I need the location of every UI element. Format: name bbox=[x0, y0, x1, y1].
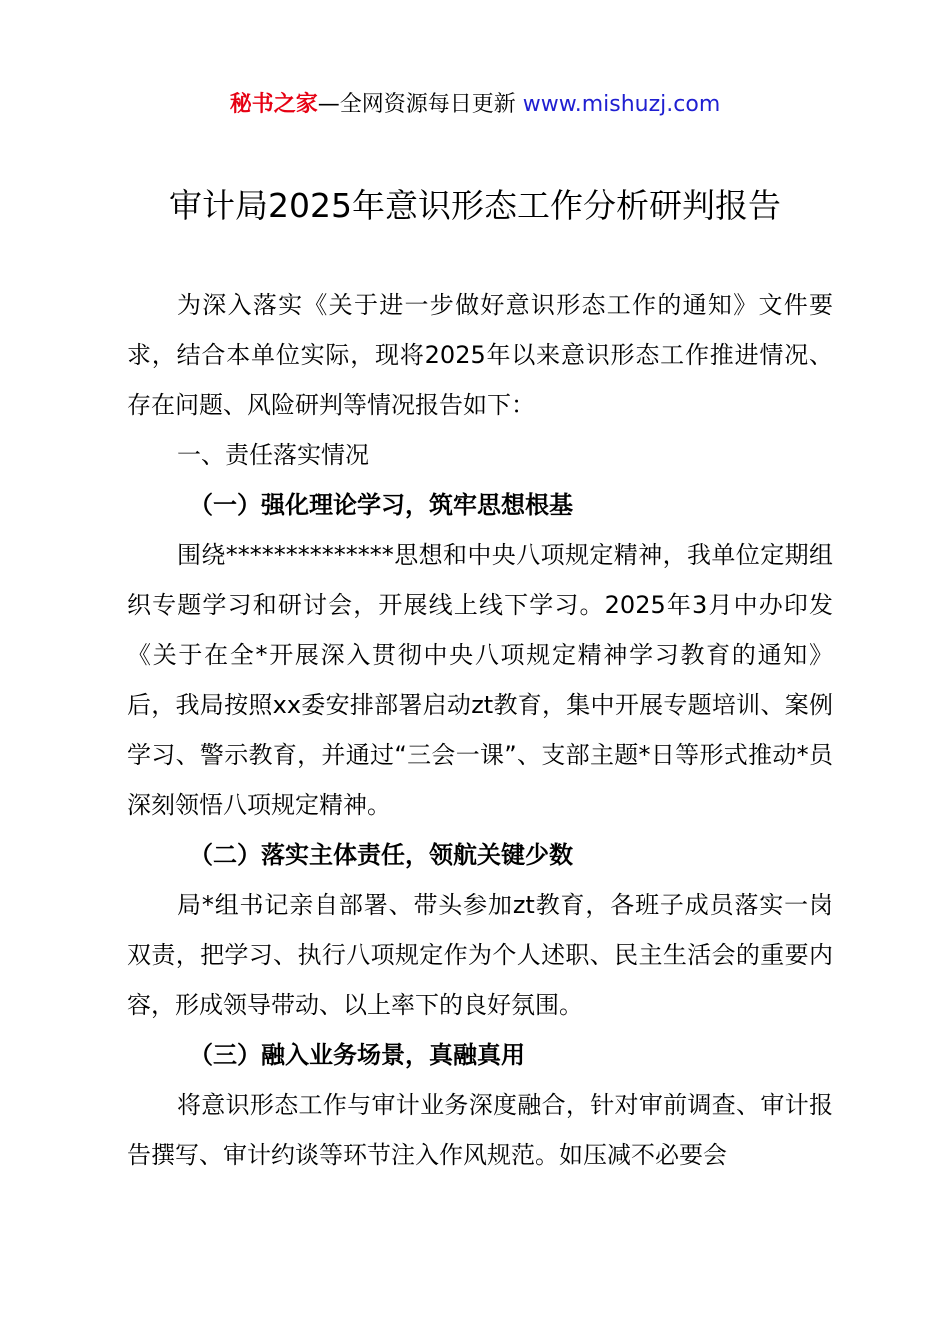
subsection-paragraph-3: 将意识形态工作与审计业务深度融合，针对审前调查、审计报告撰写、审计约谈等环节注入作风规范。如压减不必要会 bbox=[127, 1091, 833, 1169]
site-url-link[interactable]: www.mishuzj.com bbox=[522, 92, 721, 117]
intro-paragraph: 为深入落实《关于进一步做好意识形态工作的通知》文件要求，结合本单位实际，现将2025年以来意识形态工作推进情况、存在问题、风险研判等情况报告如下： bbox=[127, 291, 833, 419]
section-heading: 一、责任落实情况 bbox=[177, 441, 369, 469]
subsection-heading-1: （一）强化理论学习，筑牢思想根基 bbox=[189, 491, 573, 519]
subsection-paragraph-2: 局*组书记亲自部署、带头参加zt教育，各班子成员落实一岗双责，把学习、执行八项规定作为个人述职、民主生活会的重要内容，形成领导带动、以上率下的良好氛围。 bbox=[127, 891, 833, 1019]
header-tagline: —全网资源每日更新 bbox=[317, 92, 523, 117]
brand-name: 秘书之家 bbox=[229, 92, 318, 117]
subsection-heading-3: （三）融入业务场景，真融真用 bbox=[189, 1041, 525, 1069]
subsection-paragraph-1: 围绕**************思想和中央八项规定精神，我单位定期组织专题学习和研讨会，开展线上线下学习。2025年3月中办印发《关于在全*开展深入贯彻中央八项规定精神学习教育的通知》后，我局按照xx委安排部署启动zt教育，集中开展专题培训、案例学习、警示教育，并通过“三会一课”、支部主题*日等形式推动*员深刻领悟八项规定精神。 bbox=[127, 541, 833, 819]
site-header bbox=[0, 88, 950, 122]
document-title: 审计局2025年意识形态工作分析研判报告 bbox=[169, 186, 781, 225]
subsection-heading-2: （二）落实主体责任，领航关键少数 bbox=[189, 841, 573, 869]
document-body bbox=[127, 280, 833, 1180]
